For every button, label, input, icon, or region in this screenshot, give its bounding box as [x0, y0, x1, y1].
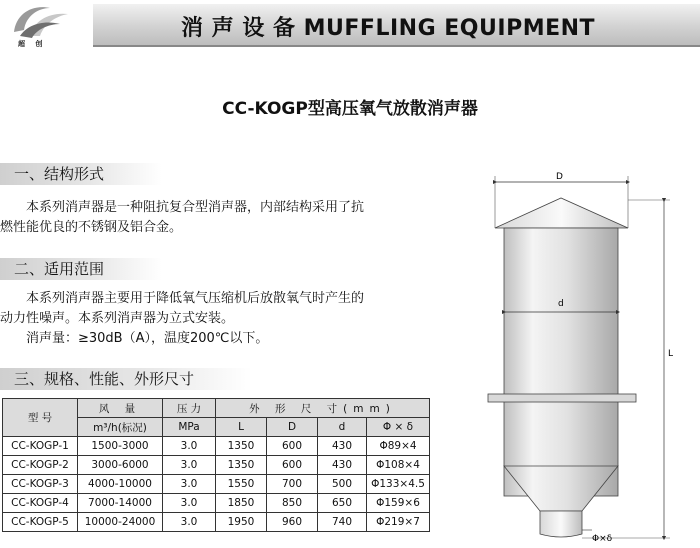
dim-L-label: L [668, 349, 674, 359]
cell-flow: 10000-24000 [78, 513, 163, 532]
cell-flow: 7000-14000 [78, 494, 163, 513]
cell-D: 850 [267, 494, 318, 513]
table-row [3, 494, 430, 513]
cell-pressure: 3.0 [163, 513, 216, 532]
pipe-label: Φ×δ [592, 534, 613, 544]
cell-pipe: Φ89×4 [367, 437, 430, 456]
cell-d: 430 [318, 437, 367, 456]
logo-swoosh-icon [10, 2, 72, 40]
page-header [0, 0, 700, 52]
cell-model: CC-KOGP-5 [3, 513, 78, 532]
cell-pipe: Φ133×4.5 [367, 475, 430, 494]
dim-d-label: d [558, 299, 564, 309]
cell-D: 700 [267, 475, 318, 494]
paragraph-line: 本系列消声器是一种阻抗复合型消声器，内部结构采用了抗 [0, 200, 365, 215]
cell-model: CC-KOGP-3 [3, 475, 78, 494]
cell-L: 1550 [216, 475, 267, 494]
cell-model: CC-KOGP-2 [3, 456, 78, 475]
table-row [3, 475, 430, 494]
cell-pressure: 3.0 [163, 456, 216, 475]
section-heading-specs: 三、规格、性能、外形尺寸 [0, 368, 252, 390]
table-row [3, 437, 430, 456]
cell-D: 600 [267, 456, 318, 475]
header-flow: 风 量 [78, 399, 163, 418]
cell-L: 1850 [216, 494, 267, 513]
header-model: 型 号 [3, 399, 78, 437]
cell-L: 1350 [216, 437, 267, 456]
dim-D-label: D [556, 172, 563, 182]
paragraph-line: 本系列消声器主要用于降低氧气压缩机后放散氧气时产生的 [0, 291, 365, 306]
cell-pressure: 3.0 [163, 494, 216, 513]
paragraph-line: 燃性能优良的不锈钢及铝合金。 [0, 220, 183, 235]
header-L: L [216, 418, 267, 437]
cell-L: 1950 [216, 513, 267, 532]
table-row [3, 513, 430, 532]
spec-table [2, 398, 430, 532]
paragraph-line: 动力性噪声。本系列消声器为立式安装。 [0, 311, 235, 326]
cell-pipe: Φ108×4 [367, 456, 430, 475]
cell-d: 740 [318, 513, 367, 532]
muffler-body [504, 228, 618, 496]
logo-text: 超 创 [18, 40, 47, 48]
mounting-flange [488, 394, 636, 402]
cell-model: CC-KOGP-1 [3, 437, 78, 456]
banner-title: 消 声 设 备 MUFFLING EQUIPMENT [181, 16, 596, 41]
muffler-cap [495, 198, 628, 228]
banner [93, 4, 700, 47]
section-heading-structure: 一、结构形式 [0, 163, 162, 185]
header-pressure: 压 力 [163, 399, 216, 418]
header-flow-unit: m³/h(标况) [78, 418, 163, 437]
section-body-application [0, 289, 440, 349]
outlet-pipe [540, 511, 582, 537]
cell-flow: 1500-3000 [78, 437, 163, 456]
cell-pressure: 3.0 [163, 437, 216, 456]
section-heading-application: 二、适用范围 [0, 258, 162, 280]
header-pipe: Φ × δ [367, 418, 430, 437]
cell-D: 600 [267, 437, 318, 456]
cell-model: CC-KOGP-4 [3, 494, 78, 513]
header-dimensions: 外 形 尺 寸(mm) [216, 399, 430, 418]
table-header-row [3, 399, 430, 418]
paragraph-line: 消声量：≥30dB（A），温度200℃以下。 [0, 331, 269, 346]
cell-d: 430 [318, 456, 367, 475]
cell-pipe: Φ219×7 [367, 513, 430, 532]
muffler-diagram [470, 166, 690, 546]
cell-flow: 4000-10000 [78, 475, 163, 494]
cell-L: 1350 [216, 456, 267, 475]
table-row [3, 456, 430, 475]
page-title: CC-KOGP型高压氧气放散消声器 [222, 99, 478, 119]
header-D: D [267, 418, 318, 437]
cell-pipe: Φ159×6 [367, 494, 430, 513]
header-pressure-unit: MPa [163, 418, 216, 437]
company-logo [6, 2, 76, 50]
section-body-structure [0, 198, 440, 238]
cell-flow: 3000-6000 [78, 456, 163, 475]
cell-pressure: 3.0 [163, 475, 216, 494]
header-d: d [318, 418, 367, 437]
cell-D: 960 [267, 513, 318, 532]
cell-d: 500 [318, 475, 367, 494]
cell-d: 650 [318, 494, 367, 513]
